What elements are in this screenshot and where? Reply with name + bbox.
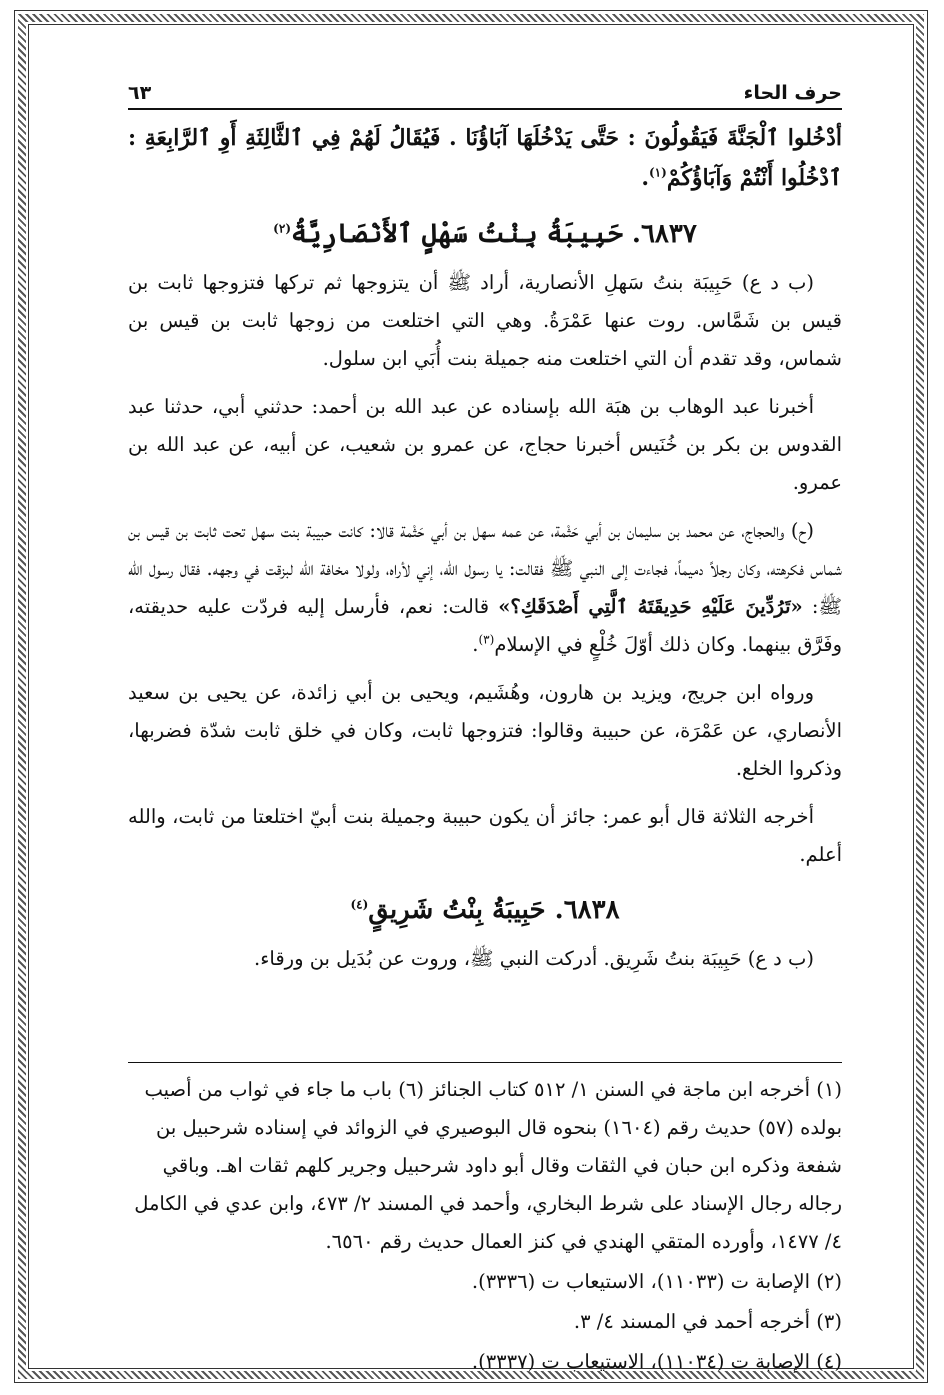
footnote-ref-2: (٢) bbox=[273, 221, 291, 236]
footnote-ref-3: (٣) bbox=[478, 632, 495, 647]
entry-6838-paragraph-1: (ب د ع) حَبِيبَة بنتُ شَرِيق. أدركت النبي ﷺ، وروت عن بُدَيل بن ورقاء. bbox=[254, 947, 814, 970]
footnote-4: (٤) الإصابة ت (١١٠٣٤)، الاستيعاب ت (٣٣٣٧). bbox=[471, 1350, 842, 1373]
footnote-ref-4: (٤) bbox=[350, 897, 369, 912]
paragraph-3-part-a: (ح) والحجاج، عن محمد بن سليمان بن أبي حَثْمة، عن عمه سهل بن أبي حَثْمة قالا: كانت حبيبة بنت سهل تحت ثابت بن قيس بن شماس فكرهته، وكان رجلاً دميماً، فجاءت إلى النبي ﷺ فقالت: يا رسول الله، إني لأراه، ولولا مخافة الله لبزقت في وجهه. فقال رسول الله ﷺ: bbox=[128, 519, 843, 618]
page-number: ٦٣ bbox=[128, 82, 152, 104]
entry-6837-paragraph-5: أخرجه الثلاثة قال أبو عمر: جائز أن يكون حبيبة وجميلة بنت أبيّ اختلعتا من ثابت، والله أعلم. bbox=[128, 805, 842, 866]
continued-hadith: أدْخُلوا ٱلْجَنَّةَ فَيَقُولُونَ : حَتَّى يَدْخُلَهَا آبَاؤُنَا . فَيُقَالُ لَهُمْ فِي ٱلثَّالِثَةِ أَوِ ٱلرَّابِعَةِ : ٱدْخُلُوا أَنْتُمْ وَآبَاؤُكُمْ$^{(١)}$. bbox=[128, 125, 842, 191]
continued-hadith-text: أدْخُلوا ٱلْجَنَّةَ فَيَقُولُونَ : حَتَّى يَدْخُلَهَا آبَاؤُنَا . فَيُقَالُ لَهُمْ فِي ٱلثَّالِثَةِ أَوِ ٱلرَّابِعَةِ : ٱدْخُلُوا أَنْتُمْ وَآبَاؤُكُمْ bbox=[128, 125, 842, 191]
paragraph-3-part-b: قالت: نعم، فأرسل إليه فردّت عليه حديقته، وفَرَّق بينهما. وكان ذلك أوّلَ خُلْعٍ في الإسلام bbox=[128, 595, 842, 656]
chapter-title: حرف الحاء bbox=[743, 82, 842, 104]
footnote-3: (٣) أخرجه أحمد في المسند ٤/ ٣. bbox=[573, 1310, 842, 1333]
entry-6838-title-text: ٦٨٣٨. حَبِيبَةُ بِنْتُ شَرِيقٍ bbox=[368, 895, 620, 925]
entry-6837-paragraph-1: (ب د ع) حَبِيبَة بنتُ سَهلِ الأنصارية، أراد ﷺ أن يتزوجها ثم تركها فتزوجها ثابت بن قيس بن شَمَّاس. روت عنها عَمْرَةُ. وهي التي اختلعت من زوجها ثابت بن قيس بن شماس، وقد تقدم أن التي اختلعت منه جميلة بنت أُبَي ابن سلول. bbox=[128, 271, 842, 370]
entry-6837-paragraph-3: (ح) والحجاج، عن محمد بن سليمان بن أبي حَثْمة، عن عمه سهل بن أبي حَثْمة قالا: كانت حبيبة بنت سهل تحت ثابت بن قيس بن شماس فكرهته، وكان رجلاً دميماً، فجاءت إلى النبي ﷺ فقالت: يا رسول الله، إني لأراه، ولولا مخافة الله لبزقت في وجهه. فقال رسول الله ﷺ: «تَرُدِّينَ عَلَيْهِ حَدِيقَتَهُ ٱلَّتِي أَصْدَقَكِ؟» قالت: نعم، فأرسل إليه فردّت عليه حديقته، وفَرَّق بينهما. وكان ذلك أوّلَ خُلْعٍ في الإسلام$^{(٣)}$. bbox=[128, 519, 843, 656]
entry-6837-paragraph-2: أخبرنا عبد الوهاب بن هبَة الله بإسناده عن عبد الله بن أحمد: حدثني أبي، حدثنا عبد القدوس بن بكر بن خُنَيس أخبرنا حجاج، عن عمرو بن شعيب، عن أبيه، عن عبد الله بن عمرو. bbox=[128, 395, 842, 494]
hadith-quote: «تَرُدِّينَ عَلَيْهِ حَدِيقَتَهُ ٱلَّتِي أَصْدَقَكِ؟» bbox=[498, 595, 803, 618]
entry-6838-title bbox=[128, 888, 842, 932]
footnote-2: (٢) الإصابة ت (١١٠٣٣)، الاستيعاب ت (٣٣٣٦). bbox=[471, 1270, 842, 1293]
footnote-ref-1: (١) bbox=[648, 165, 667, 180]
entry-6837-title bbox=[128, 212, 842, 256]
page-body bbox=[128, 70, 842, 988]
entry-6837-title-text: ٦٨٣٧. حَبِيبَةُ بِنْتُ سَهْلٍ ٱلأَنْصَارِيَّةُ bbox=[291, 219, 697, 249]
entry-6837-paragraph-4: ورواه ابن جريج، ويزيد بن هارون، وهُشَيم، ويحيى بن أبي زائدة، عن يحيى بن سعيد الأنصاري، عن عَمْرَة، عن حبيبة وقالوا: فتزوجها ثابت، وكان في خلق ثابت شدّة فضربها، وذكروا الخلع. bbox=[128, 681, 842, 780]
footnotes bbox=[128, 1062, 842, 1383]
running-header bbox=[128, 70, 842, 110]
footnote-1: (١) أخرجه ابن ماجة في السنن ١/ ٥١٢ كتاب الجنائز (٦) باب ما جاء في ثواب من أصيب بولده (٥٧) حديث رقم (١٦٠٤) بنحوه قال البوصيري في الزوائد في إسناده شرحبيل بن شفعة وذكره ابن حبان في الثقات وقال أبو داود شرحبيل وجرير كلهم ثقات اهـ. وباقي رجاله رجال الإسناد على شرط البخاري، وأحمد في المسند ٢/ ٤٧٣، وابن عدي في الكامل ٤/ ١٤٧٧، وأورده المتقي الهندي في كنز العمال حديث رقم ٦٥٦٠. bbox=[134, 1078, 842, 1253]
